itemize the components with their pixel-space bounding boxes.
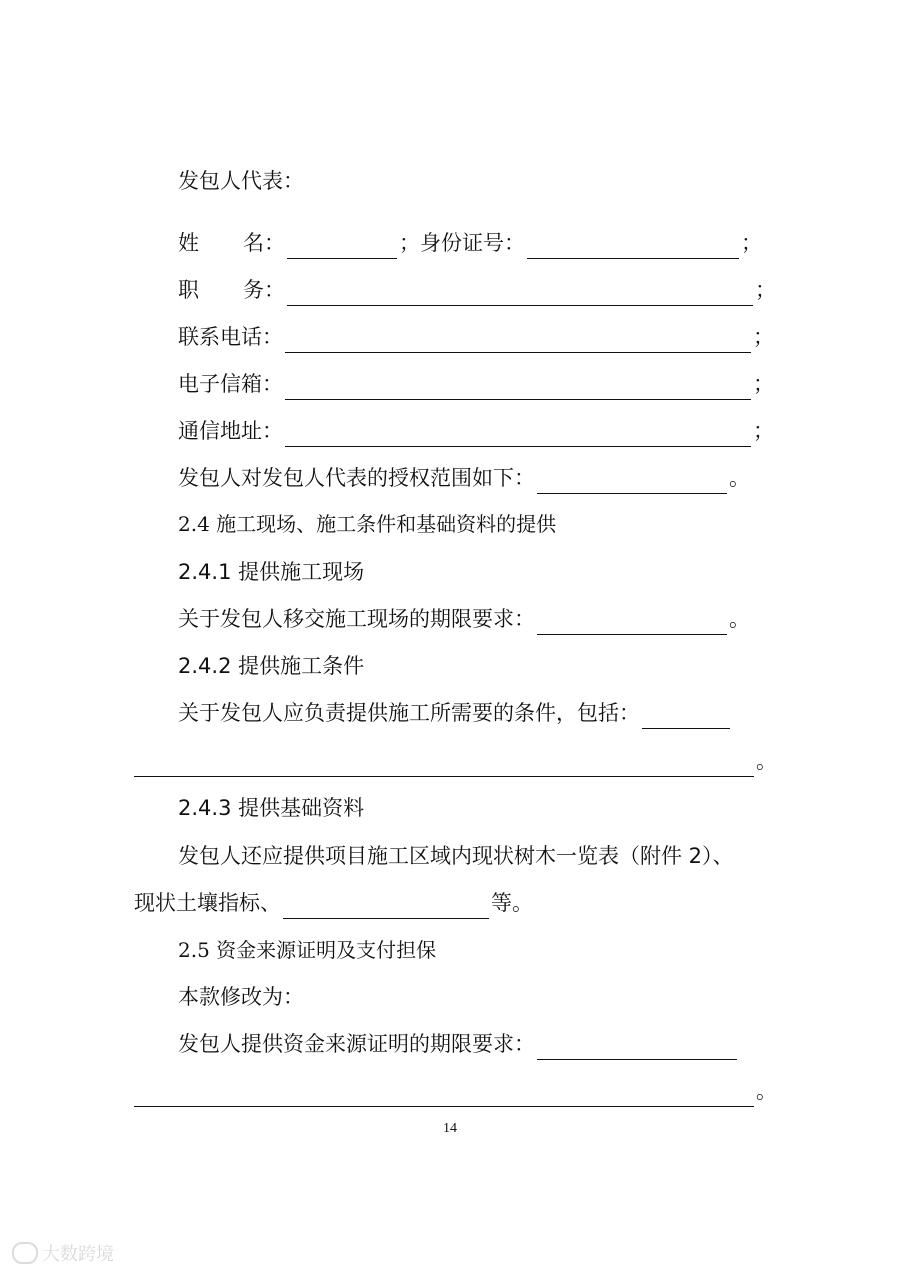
section-2-4-1: 2.4.1 提供施工现场 bbox=[178, 560, 365, 584]
conditions-field[interactable] bbox=[642, 706, 730, 729]
site-handover-field[interactable] bbox=[537, 612, 727, 635]
conditions-line: 关于发包人应负责提供施工所需要的条件，包括： bbox=[178, 697, 732, 729]
page-number: 14 bbox=[443, 1121, 457, 1136]
funds-line: 发包人提供资金来源证明的期限要求： bbox=[178, 1028, 739, 1060]
trees-line: 发包人还应提供项目施工区域内现状树木一览表（附件 2）、 bbox=[178, 844, 734, 868]
email-line: 电子信箱： ； bbox=[178, 368, 774, 400]
duty-field[interactable] bbox=[287, 283, 753, 306]
funds-field-2[interactable] bbox=[134, 1084, 754, 1107]
section-2-4-3: 2.4.3 提供基础资料 bbox=[178, 796, 365, 820]
name-label-2: 名： bbox=[243, 231, 285, 255]
amend-line: 本款修改为： bbox=[178, 985, 304, 1009]
section-2-4-2: 2.4.2 提供施工条件 bbox=[178, 654, 365, 678]
site-handover-line: 关于发包人移交施工现场的期限要求： 。 bbox=[178, 603, 750, 635]
address-field[interactable] bbox=[285, 424, 751, 447]
name-line: 姓 名： ； 身份证号： ； bbox=[178, 227, 762, 259]
soil-line: 现状土壤指标、 等。 bbox=[134, 887, 533, 919]
rep-heading: 发包人代表： bbox=[178, 169, 304, 193]
id-field[interactable] bbox=[527, 236, 739, 259]
phone-line: 联系电话： ； bbox=[178, 321, 774, 353]
funds-continuation: 。 bbox=[134, 1075, 777, 1107]
watermark-logo-icon bbox=[12, 1242, 38, 1264]
auth-line: 发包人对发包人代表的授权范围如下： 。 bbox=[178, 462, 750, 494]
duty-line: 职 务： ； bbox=[178, 274, 776, 306]
section-2-4: 2.4 施工现场、施工条件和基础资料的提供 bbox=[178, 512, 557, 536]
email-field[interactable] bbox=[285, 377, 751, 400]
funds-field[interactable] bbox=[537, 1037, 737, 1060]
watermark: 大数跨境 bbox=[12, 1240, 114, 1266]
conditions-continuation: 。 bbox=[134, 745, 777, 777]
soil-field[interactable] bbox=[283, 896, 489, 919]
name-label-1: 姓 bbox=[178, 231, 199, 255]
address-line: 通信地址： ； bbox=[178, 415, 774, 447]
id-label: 身份证号： bbox=[420, 231, 525, 255]
section-2-5: 2.5 资金来源证明及支付担保 bbox=[178, 938, 437, 962]
conditions-field-2[interactable] bbox=[134, 754, 754, 777]
auth-field[interactable] bbox=[537, 471, 727, 494]
phone-field[interactable] bbox=[285, 330, 751, 353]
name-field[interactable] bbox=[287, 236, 397, 259]
